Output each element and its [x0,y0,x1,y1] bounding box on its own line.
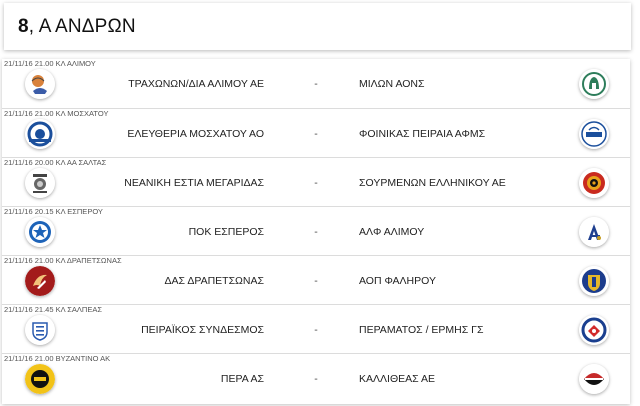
alf-letter-crest-icon [579,217,609,247]
away-team: ΚΑΛΛΙΘΕΑΣ ΑΕ [359,373,435,385]
away-team: ΜΙΛΩΝ ΑΟΝΣ [359,78,425,90]
home-team: ΠΕΡΑ ΑΣ [220,373,264,385]
match-datetime-venue: 21/11/16 21.00 ΚΛ ΔΡΑΠΕΤΣΩΝΑΣ [4,256,122,265]
home-team: ΠΟΚ ΕΣΠΕΡΟΣ [188,226,264,238]
away-team: ΑΟΠ ΦΑΛΗΡΟΥ [359,275,436,287]
league-header [4,3,631,50]
match-datetime-venue: 21/11/16 21.00 ΚΛ ΑΛΙΜΟΥ [4,59,96,68]
match-row[interactable] [2,108,630,157]
score: - [314,128,318,140]
away-team: ΑΛΦ ΑΛΙΜΟΥ [359,226,425,238]
home-team: ΝΕΑΝΙΚΗ ΕΣΤΙΑ ΜΕΓΑΡΙΔΑΣ [124,177,264,189]
away-team: ΣΟΥΡΜΕΝΩΝ ΕΛΛΗΝΙΚΟΥ ΑΕ [359,177,506,189]
aop-shield-crest-icon [579,266,609,296]
home-team: ΠΕΙΡΑΪΚΟΣ ΣΥΝΔΕΣΜΟΣ [141,324,264,336]
blue-red-round-crest-icon [579,315,609,345]
home-team: ΔΑΣ ΔΡΑΠΕΤΣΩΝΑΣ [164,275,264,287]
score: - [314,78,318,90]
match-datetime-venue: 21/11/16 21.00 ΒΥΖΑΝΤΙΝΟ ΑΚ [4,354,111,363]
match-datetime-venue: 21/11/16 20.15 ΚΛ ΕΣΠΕΡΟΥ [4,207,103,216]
match-row[interactable] [2,255,630,304]
score: - [314,177,318,189]
basketball-player-crest-icon [25,69,55,99]
match-datetime-venue: 21/11/16 20.00 ΚΛ ΑΑ ΣΑΛΤΑΣ [4,158,107,167]
red-black-crest-icon [579,364,609,394]
match-row[interactable] [2,157,630,206]
round-number: 8 [18,16,29,37]
home-team: ΕΛΕΥΘΕΡΙΑ ΜΟΣΧΑΤΟΥ ΑΟ [127,128,264,140]
away-team: ΦΟΙΝΙΚΑΣ ΠΕΙΡΑΙΑ ΑΦΜΣ [359,128,486,140]
home-team: ΤΡΑΧΩΝΩΝ/ΔΙΑ ΑΛΙΜΟΥ ΑΕ [128,78,264,90]
match-row[interactable] [2,353,630,402]
score: - [314,373,318,385]
red-winged-figure-crest-icon [25,266,55,296]
away-team: ΠΕΡΑΜΑΤΟΣ / ΕΡΜΗΣ ΓΣ [359,324,484,336]
sourmena-crest-icon [579,168,609,198]
page-title [18,16,136,38]
match-datetime-venue: 21/11/16 21.00 ΚΛ ΜΟΣΧΑΤΟΥ [4,109,109,118]
match-datetime-venue: 21/11/16 21.45 ΚΛ ΣΑΛΠΕΑΣ [4,305,102,314]
nem-crest-icon [25,168,55,198]
phoenix-1949-crest-icon [579,119,609,149]
score: - [314,226,318,238]
match-row[interactable] [2,304,630,353]
score: - [314,324,318,336]
match-row[interactable] [2,59,630,108]
score: - [314,275,318,287]
fixtures-list [2,59,630,404]
star-crest-icon [25,217,55,247]
spartan-helmet-crest-icon [579,69,609,99]
letter-shield-crest-icon [25,315,55,345]
yellow-black-crest-icon [25,364,55,394]
match-row[interactable] [2,206,630,255]
league-name: , Α ΑΝΔΡΩΝ [28,16,136,37]
blue-ring-crest-icon [25,119,55,149]
